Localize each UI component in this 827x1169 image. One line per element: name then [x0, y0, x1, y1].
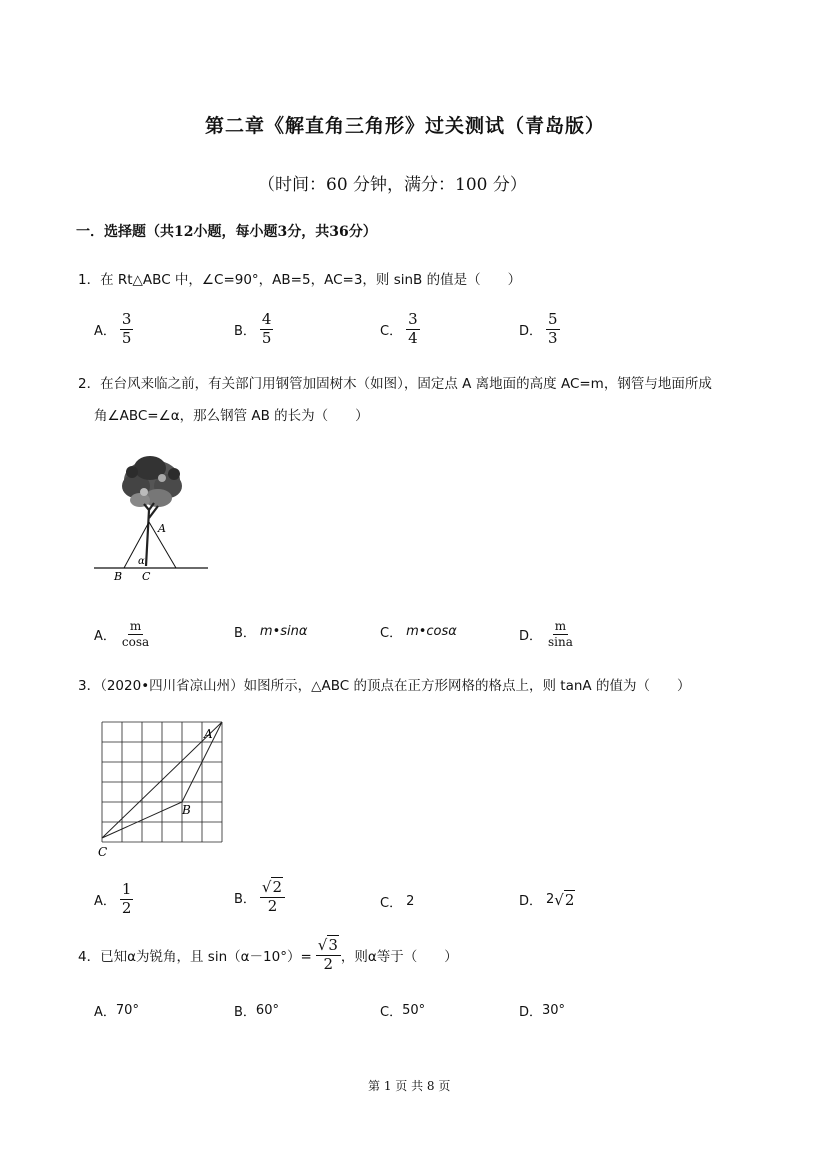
grid-figure — [92, 716, 232, 862]
page-subtitle: （时间：60 分钟，满分：100 分） — [258, 175, 527, 195]
page-footer: 第 1 页 共 8 页 — [368, 1079, 451, 1093]
q3-option-a[interactable]: A． $\frac{1}{2}$ — [94, 880, 132, 917]
q1-option-b[interactable]: B． $\frac{4}{5}$ — [234, 310, 272, 347]
q1-option-c[interactable]: C． $\frac{3}{4}$ — [380, 310, 418, 347]
question-3-stem: 3．（2020•四川省凉山州）如图所示，△ABC 的顶点在正方形网格的格点上，则 tanA 的值为（ ） — [78, 678, 691, 694]
grid-label-b: B — [182, 803, 191, 817]
label-alpha: α — [138, 556, 145, 567]
q2-option-c[interactable]: C． m•cosα — [380, 624, 457, 641]
grid-label-c: C — [98, 845, 108, 859]
q4-option-d[interactable]: D． 30° — [519, 1003, 566, 1020]
label-b: B — [114, 570, 123, 583]
q4-option-a[interactable]: A． 70° — [94, 1003, 139, 1020]
question-2-stem-line2: 角∠ABC=∠α，那么钢管 AB 的长为（ ） — [94, 408, 369, 424]
q1-option-d[interactable]: D． $\frac{5}{3}$ — [519, 310, 558, 347]
q3-option-d[interactable]: D． 2 √2 — [519, 890, 575, 909]
section-heading: 一．选择题（共12小题，每小题3分，共36分） — [76, 224, 377, 240]
q2-option-d[interactable]: D． $\frac{m}{\sin a}$ — [519, 619, 573, 649]
question-2-stem-line1: 2．在台风来临之前，有关部门用钢管加固树木（如图），固定点 A 离地面的高度 AC=m，钢管与地面所成 — [78, 376, 712, 392]
q3-option-b[interactable]: B． $\frac{√2}{2}$ — [234, 880, 285, 915]
question-1-stem: 1．在 Rt△ABC 中，∠C=90°，AB=5，AC=3，则 sinB 的值是（ ） — [78, 272, 522, 288]
grid-label-a: A — [204, 727, 213, 741]
label-c: C — [142, 570, 151, 583]
q3-option-c[interactable]: C． 2 — [380, 894, 415, 911]
page-title: 第二章《解直角三角形》过关测试（青岛版） — [205, 115, 606, 137]
q1-option-a[interactable]: A． $\frac{3}{5}$ — [94, 310, 132, 347]
q2-option-b[interactable]: B． m•sinα — [234, 624, 308, 641]
question-4-stem: 4．已知α为锐角，且 sin（α－10°）= $\frac{√3}{2}$ ，则α等于（ ） — [78, 936, 458, 973]
label-a: A — [158, 522, 166, 535]
q2-option-a[interactable]: A． $\frac{m}{\cos a}$ — [94, 619, 150, 649]
tree-figure — [92, 448, 212, 588]
tree-foliage — [122, 456, 182, 507]
q4-option-b[interactable]: B． 60° — [234, 1003, 279, 1020]
q4-option-c[interactable]: C． 50° — [380, 1003, 426, 1020]
